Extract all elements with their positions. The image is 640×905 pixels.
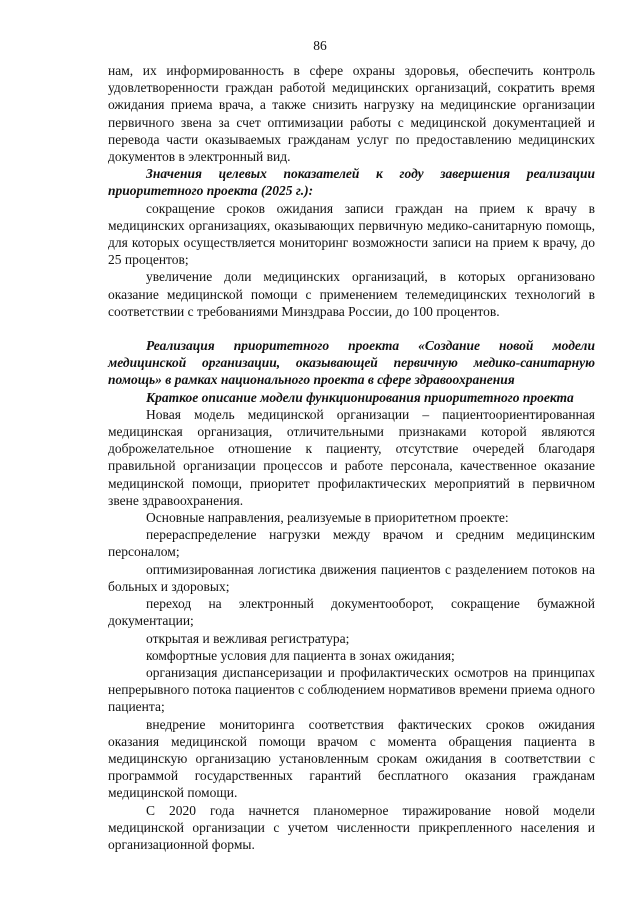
list-item-logistics: оптимизированная логистика движения пациентов с разделением потоков на больных и здоровых; [108, 561, 595, 594]
paragraph-main-directions: Основные направления, реализуемые в приоритетном проекте: [146, 510, 509, 526]
paragraph-continuation: нам, их информированность в сфере охраны здоровья, обеспечить контроль удовлетворенности граждан работой медицинских организаций, сократить время ожидания приема врача, а также снизить нагрузку на медицинские организации первичного звена за счет оптимизации работы с медицинской документацией и перевода части оказываемых гражданам услуг по предоставлению медицинских документов в электронный вид. [108, 63, 595, 165]
list-item-load-redistribution: перераспределение нагрузки между врачом и средним медицинским персоналом; [108, 527, 595, 560]
heading-model-description: Краткое описание модели функционирования приоритетного проекта [146, 389, 574, 405]
list-item-waiting-zones: комфортные условия для пациента в зонах ожидания; [146, 647, 455, 663]
paragraph-telemedicine: увеличение доли медицинских организаций, в которых организовано оказание медицинской помощи с применением телемедицинских технологий в соответствии с требованиями Минздрава России, до 100 процентов. [108, 269, 595, 319]
heading-target-indicators: Значения целевых показателей к году завершения реализации приоритетного проекта (2025 г.): [108, 166, 595, 199]
paragraph-replication: С 2020 года начнется планомерное тиражирование новой модели медицинской организации с учетом численности прикрепленного населения и организационной формы. [108, 802, 595, 852]
list-item-dispensarization: организация диспансеризации и профилактических осмотров на принципах непрерывного потока пациентов с соблюдением нормативов времени приема одного пациента; [108, 664, 595, 715]
heading-project-implementation: Реализация приоритетного проекта «Создание новой модели медицинской организации, оказывающей первичную медико-санитарную помощь» в рамках национального проекта в сфере здравоохранения [108, 338, 595, 388]
list-item-monitoring: внедрение мониторинга соответствия фактических сроков ожидания оказания медицинской помощи врачом с момента обращения пациента в медицинскую организацию установленным срокам ожидания в соответствии с программой государственных гарантий бесплатного оказания гражданам медицинской помощи. [108, 716, 595, 801]
document-body [108, 62, 595, 853]
list-item-registry: открытая и вежливая регистратура; [146, 630, 350, 646]
paragraph-new-model: Новая модель медицинской организации – пациентоориентированная медицинская организация, отличительными признаками которой являются доброжелательное отношение к пациенту, отсутствие очередей благодаря правильной организации процессов и работе персонала, качественное оказание медицинской помощи, приоритет профилактических мероприятий в первичном звене здравоохранения. [108, 406, 595, 508]
list-item-electronic-documents: переход на электронный документооборот, сокращение бумажной документации; [108, 596, 595, 629]
page-number: 86 [313, 38, 327, 53]
paragraph-waiting-time: сокращение сроков ожидания записи граждан на прием к врачу в медицинских организациях, оказывающих первичную медико-санитарную помощь, для которых осуществляется мониторинг возможности записи на прием к врачу, до 25 процентов; [108, 200, 595, 268]
section-spacer [108, 320, 595, 337]
